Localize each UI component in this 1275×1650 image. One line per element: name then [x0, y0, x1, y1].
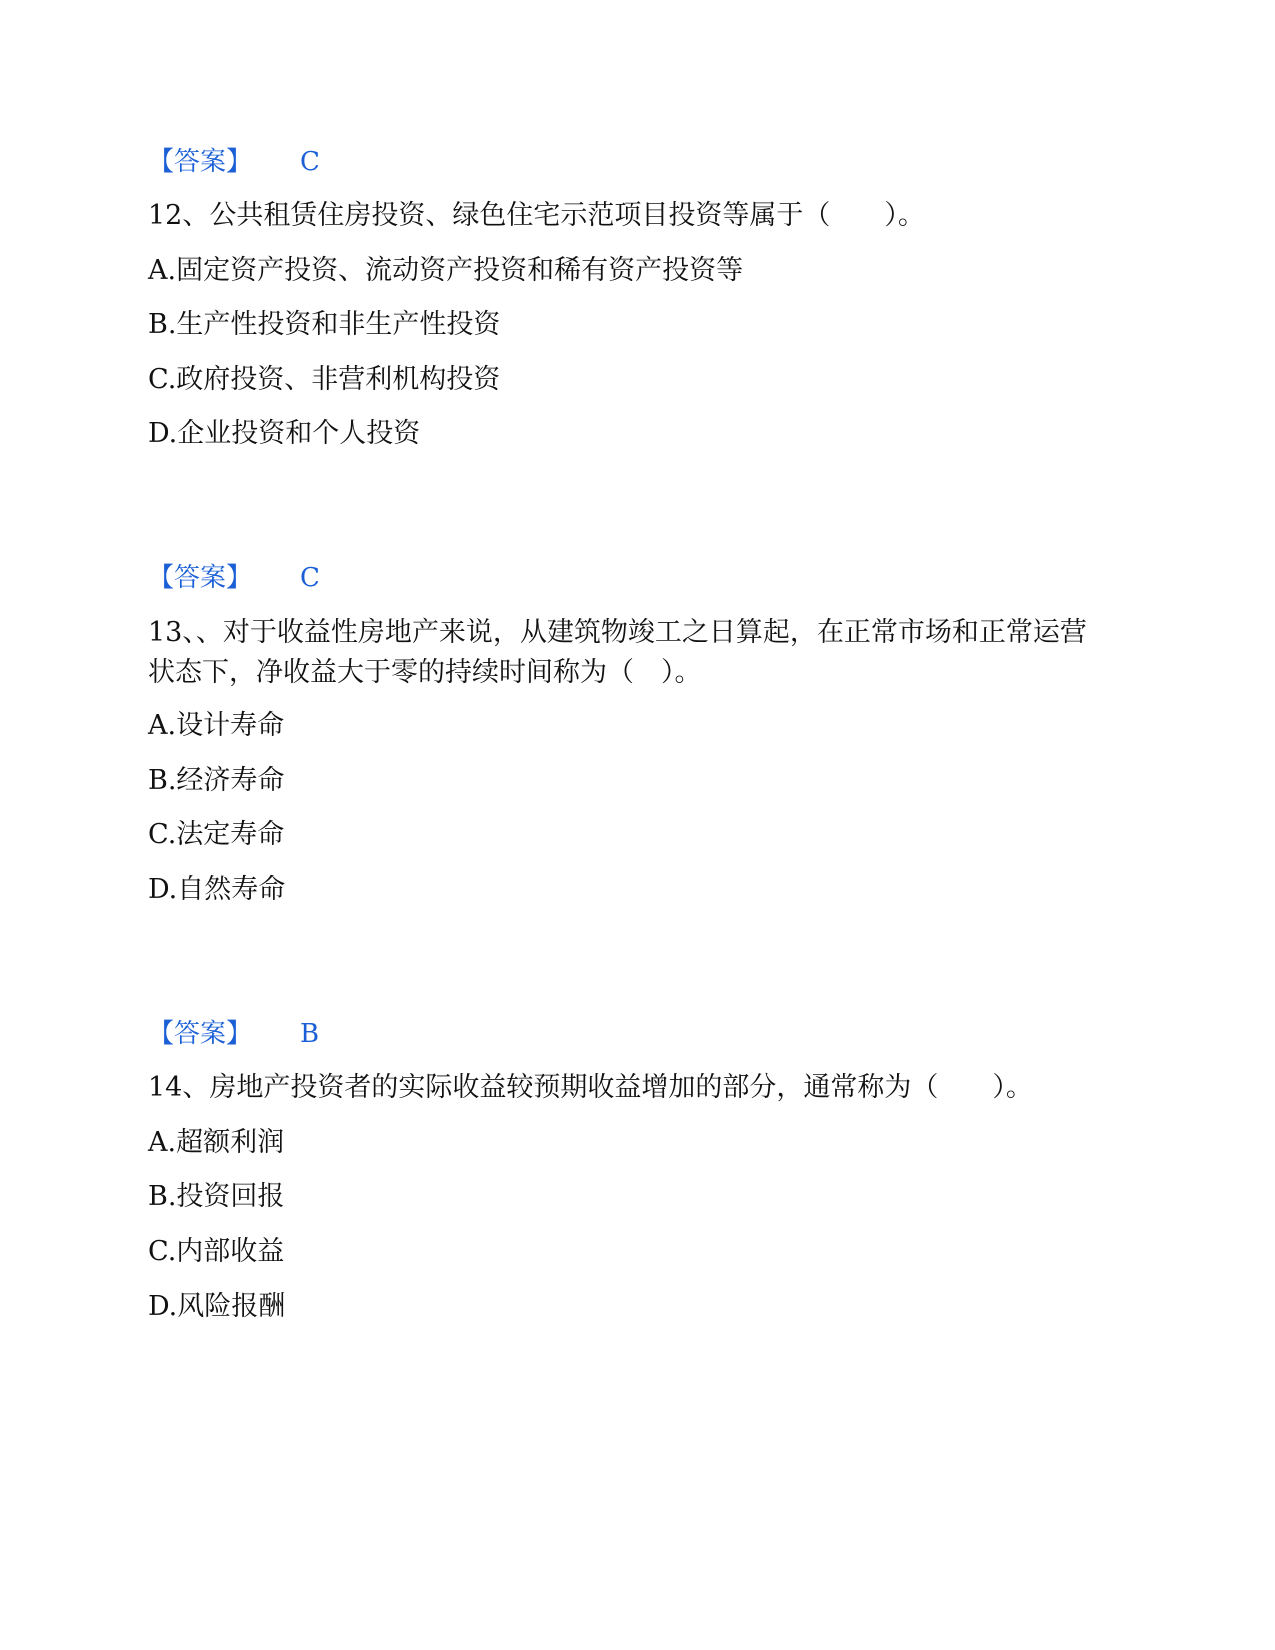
answer-value: C — [300, 147, 320, 177]
answer-line — [148, 142, 320, 182]
answer-label: 【答案】 — [148, 563, 253, 593]
question-stem: 14、房地产投资者的实际收益较预期收益增加的部分，通常称为（ ）。 — [148, 1072, 1033, 1103]
option-b: B.生产性投资和非生产性投资 — [148, 309, 501, 340]
option-d: D.企业投资和个人投资 — [148, 418, 421, 449]
option-c: C.法定寿命 — [148, 819, 285, 850]
question-stem: 13、、对于收益性房地产来说，从建筑物竣工之日算起，在正常市场和正常运营状态下，净收益大于零的持续时间称为（ ）。 — [148, 617, 1087, 688]
answer-label: 【答案】 — [148, 1019, 253, 1049]
option-b: B.经济寿命 — [148, 765, 285, 796]
option-a: A.固定资产投资、流动资产投资和稀有资产投资等 — [148, 255, 744, 286]
option-c: C.政府投资、非营利机构投资 — [148, 364, 501, 395]
answer-line — [148, 558, 320, 598]
answer-line — [148, 1014, 319, 1054]
option-b: B.投资回报 — [148, 1181, 285, 1212]
question-stem: 12、公共租赁住房投资、绿色住宅示范项目投资等属于（ ）。 — [148, 200, 925, 231]
option-c: C.内部收益 — [148, 1236, 285, 1267]
answer-value: C — [300, 563, 320, 593]
option-d: D.自然寿命 — [148, 874, 286, 905]
answer-label: 【答案】 — [148, 147, 253, 177]
answer-value: B — [300, 1019, 320, 1049]
option-a: A.设计寿命 — [148, 710, 285, 741]
option-d: D.风险报酬 — [148, 1291, 286, 1322]
option-a: A.超额利润 — [148, 1127, 285, 1158]
